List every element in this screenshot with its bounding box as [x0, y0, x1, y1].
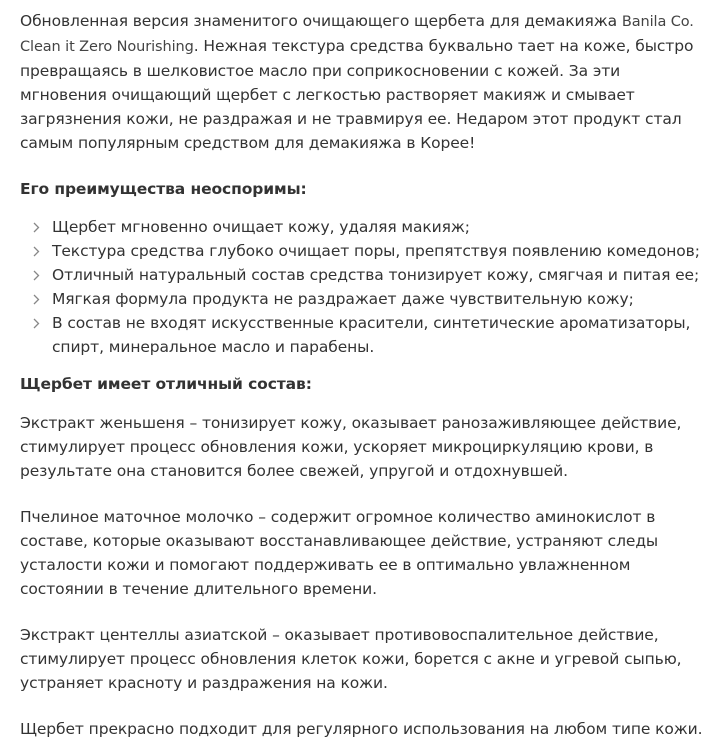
- ingredient-paragraph-centella: Экстракт центеллы азиатской – оказывает противовоспалительное действие, стимулирует процесс обновления клеток кожи, борется с акне и угревой сыпью, устраняет красноту и раздражения на кожи.: [20, 626, 682, 692]
- composition-section: [20, 411, 705, 741]
- benefit-text: Отличный натуральный состав средства тонизирует кожу, смягчая и питая ее;: [52, 266, 700, 284]
- benefit-item: [30, 263, 705, 287]
- benefit-item: [30, 239, 705, 263]
- chevron-right-icon: [30, 239, 42, 263]
- benefit-text: Щербет мгновенно очищает кожу, удаляя макияж;: [52, 218, 470, 236]
- benefit-text: Мягкая формула продукта не раздражает даже чувствительную кожу;: [52, 290, 634, 308]
- benefits-heading: Его преимущества неоспоримы:: [20, 180, 307, 198]
- closing-paragraph: Щербет прекрасно подходит для регулярного использования на любом типе кожи.: [20, 720, 703, 738]
- product-brand-name: Banila Co. Clean it Zero Nourishing: [20, 14, 694, 55]
- chevron-right-icon: [30, 311, 42, 335]
- benefit-text: В состав не входят искусственные красители, синтетические ароматизаторы, спирт, минеральное масло и парабены.: [52, 314, 691, 356]
- chevron-right-icon: [30, 287, 42, 311]
- intro-paragraph: [20, 9, 705, 155]
- ingredient-paragraph-royal-jelly: Пчелиное маточное молочко – содержит огромное количество аминокислот в составе, которые оказывают восстанавливающее действие, устраняют следы усталости кожи и помогают поддерживать ее в оптимально увлажненном состоянии в течение длительного времени.: [20, 508, 659, 598]
- chevron-right-icon: [30, 215, 42, 239]
- composition-heading: Щербет имеет отличный состав:: [20, 375, 312, 393]
- chevron-right-icon: [30, 263, 42, 287]
- benefit-text: Текстура средства глубоко очищает поры, препятствуя появлению комедонов;: [52, 242, 700, 260]
- intro-text-after: . Нежная текстура средства буквально тает на коже, быстро превращаясь в шелковистое масло при соприкосновении с кожей. За эти мгновения очищающий щербет с легкостью растворяет макияж и смывает загрязнения кожи, не раздражая и не травмируя ее. Недаром этот продукт стал самым популярным средством для демакияжа в Корее!: [20, 37, 694, 152]
- intro-text-before: Обновленная версия знаменитого очищающего щербета для демакияжа: [20, 12, 622, 30]
- benefit-item: [30, 215, 705, 239]
- benefits-list: [20, 215, 705, 359]
- benefit-item: [30, 287, 705, 311]
- ingredient-paragraph-ginseng: Экстракт женьшеня – тонизирует кожу, оказывает ранозаживляющее действие, стимулирует процесс обновления кожи, ускоряет микроциркуляцию крови, в результате она становится более свежей, упругой и отдохнувшей.: [20, 414, 682, 480]
- benefit-item: [30, 311, 705, 359]
